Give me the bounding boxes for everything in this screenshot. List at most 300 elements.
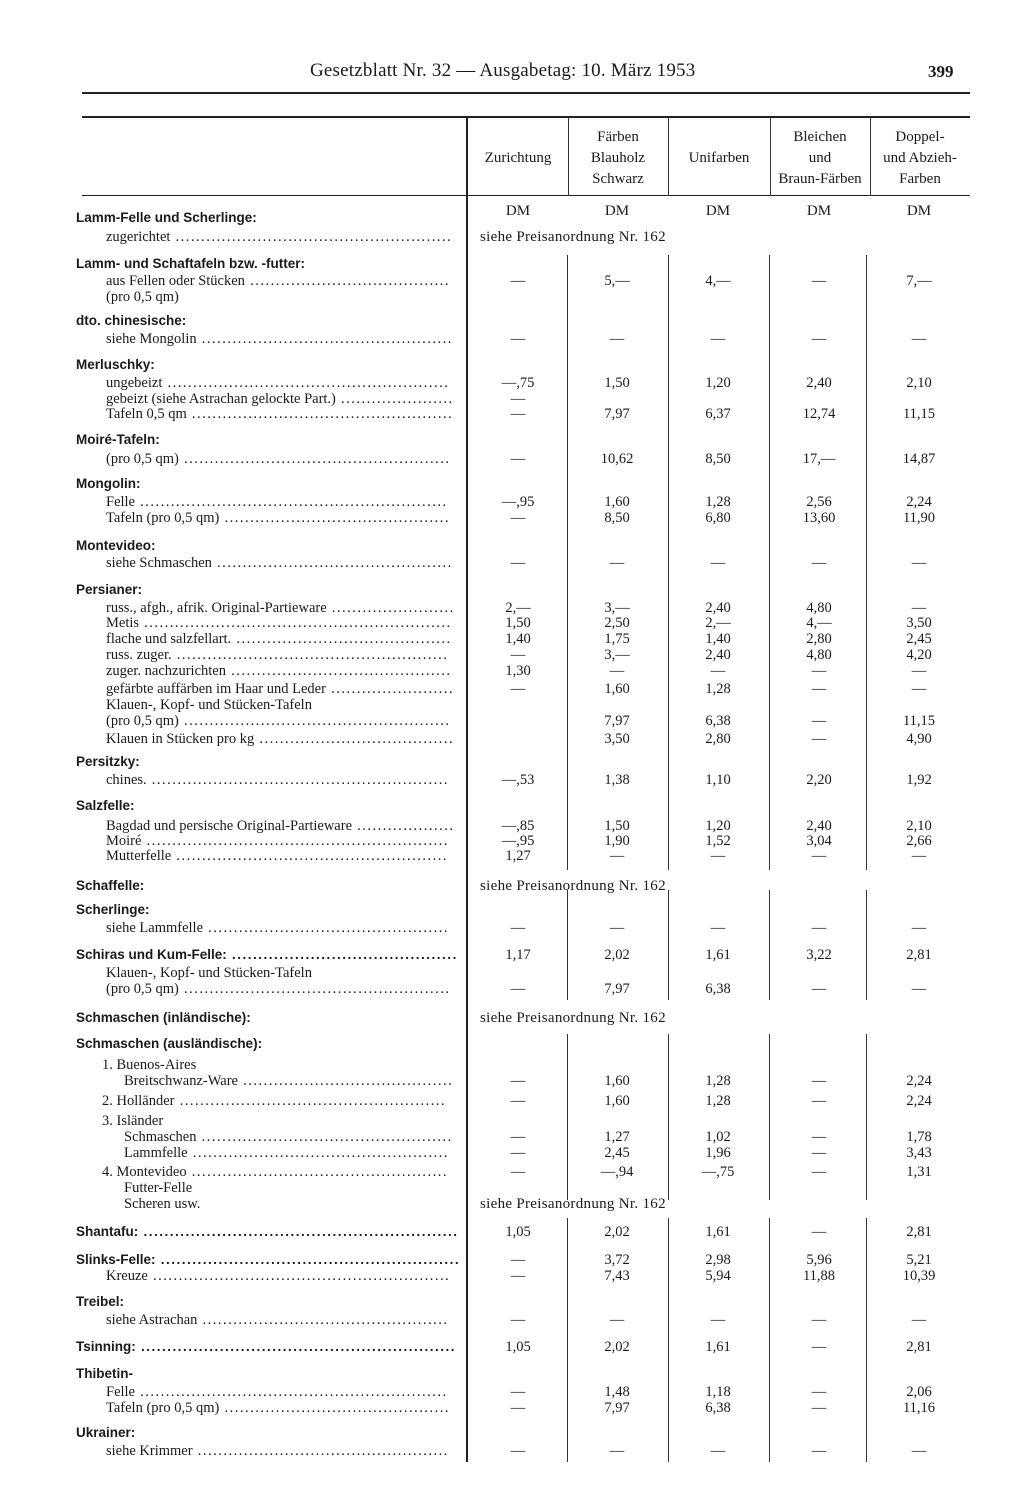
price-cell: 1,52 xyxy=(705,833,731,849)
column-header-line: Färben xyxy=(597,128,639,145)
price-cell: — xyxy=(811,1384,827,1400)
price-cell: 3,43 xyxy=(906,1145,932,1161)
price-cell: 2,45 xyxy=(604,1145,630,1161)
price-cell: 1,17 xyxy=(505,947,531,963)
label-text: zuger. nachzurichten xyxy=(106,663,226,679)
section-heading xyxy=(76,947,458,963)
label-text: Tafeln 0,5 qm xyxy=(106,406,187,422)
price-cell: — xyxy=(710,663,726,679)
item-label xyxy=(124,1129,453,1145)
column-divider xyxy=(668,1034,669,1200)
price-cell: — xyxy=(811,663,827,679)
label-text: Treibel: xyxy=(76,1294,125,1309)
dot-leader: .................................................... xyxy=(174,1093,447,1109)
section-heading xyxy=(76,538,156,554)
column-divider xyxy=(668,255,669,870)
unit-label: DM xyxy=(604,203,630,219)
price-cell: 1,60 xyxy=(604,1073,630,1089)
price-cell: 1,40 xyxy=(705,631,731,647)
label-text: ungebeizt xyxy=(106,375,163,391)
section-heading xyxy=(76,313,186,329)
price-cell: 8,50 xyxy=(604,510,630,526)
section-heading xyxy=(76,1425,135,1441)
section-heading xyxy=(76,476,140,492)
price-cell: 7,97 xyxy=(604,713,630,729)
price-cell: 1,60 xyxy=(604,1093,630,1109)
label-text: Lamm-Felle und Scherlinge: xyxy=(76,210,257,225)
price-cell: — xyxy=(710,1443,726,1459)
dot-leader: ........................................... xyxy=(226,947,458,962)
price-cell: 1,18 xyxy=(705,1384,731,1400)
price-cell: 7,— xyxy=(906,273,932,289)
dot-leader: ............................................................ xyxy=(135,1339,457,1354)
price-cell: —,53 xyxy=(501,772,535,788)
section-heading xyxy=(76,210,257,226)
table-top-rule xyxy=(82,116,970,118)
label-text: 3. Isländer xyxy=(102,1113,164,1129)
column-header-line: Bleichen xyxy=(793,128,847,145)
price-cell: — xyxy=(811,848,827,864)
price-cell: — xyxy=(609,663,625,679)
price-cell: 10,39 xyxy=(902,1268,936,1284)
item-label xyxy=(106,229,452,245)
price-cell: — xyxy=(911,600,927,616)
item-label xyxy=(106,631,452,647)
dot-leader: ................................................. xyxy=(196,331,453,347)
item-label xyxy=(106,848,448,864)
price-cell: 3,72 xyxy=(604,1252,630,1268)
price-cell: 14,87 xyxy=(902,451,936,467)
price-cell: 3,22 xyxy=(806,947,832,963)
price-cell: 1,27 xyxy=(604,1129,630,1145)
price-cell: 5,96 xyxy=(806,1252,832,1268)
price-cell: — xyxy=(811,731,827,747)
item-label xyxy=(106,833,449,849)
page-header xyxy=(0,58,1024,88)
dot-leader: ...................................... xyxy=(254,731,455,747)
item-label xyxy=(102,1057,196,1073)
label-text: Lamm- und Schaftafeln bzw. -futter: xyxy=(76,256,305,271)
price-cell: 2,02 xyxy=(604,1339,630,1355)
price-cell: 1,50 xyxy=(604,818,630,834)
price-cell: — xyxy=(510,1400,526,1416)
price-cell: 2,10 xyxy=(906,375,932,391)
dot-leader: ........................................... xyxy=(225,663,452,679)
label-text: siehe Krimmer xyxy=(106,1443,193,1459)
section-heading xyxy=(76,1036,262,1052)
label-text: Kreuze xyxy=(106,1268,148,1284)
item-label xyxy=(106,1400,450,1416)
price-cell: — xyxy=(811,1164,827,1180)
item-label xyxy=(106,772,449,788)
price-cell: — xyxy=(510,1268,526,1284)
price-cell: 1,40 xyxy=(505,631,531,647)
label-text: Ukrainer: xyxy=(76,1425,136,1440)
item-label xyxy=(106,818,455,834)
dot-leader: .......................................... xyxy=(231,631,452,647)
price-cell: 2,40 xyxy=(705,600,731,616)
price-cell: — xyxy=(510,555,526,571)
column-divider xyxy=(866,255,867,870)
label-text: Persianer: xyxy=(76,582,143,597)
price-cell: — xyxy=(811,981,827,997)
price-cell: 6,80 xyxy=(705,510,731,526)
header-rule xyxy=(82,92,970,94)
price-cell: — xyxy=(510,273,526,289)
price-cell: — xyxy=(811,1145,827,1161)
label-text: (pro 0,5 qm) xyxy=(106,289,179,305)
item-label xyxy=(106,920,449,936)
price-cell: — xyxy=(510,1073,526,1089)
label-text: 2. Holländer xyxy=(102,1093,175,1109)
item-label xyxy=(106,494,448,510)
label-text: Lammfelle xyxy=(124,1145,188,1161)
label-text: Moiré-Tafeln: xyxy=(76,432,160,447)
price-cell: — xyxy=(510,1443,526,1459)
dot-leader: .................................................. xyxy=(187,1145,449,1161)
header-title: Gesetzblatt Nr. 32 — Ausgabetag: 10. März 1953 xyxy=(310,60,696,81)
dot-leader: ......................................... xyxy=(237,1073,454,1089)
price-cell: 1,10 xyxy=(705,772,731,788)
unit-label: DM xyxy=(906,203,932,219)
unit-label: DM xyxy=(806,203,832,219)
dot-leader: ................... xyxy=(352,818,455,834)
dot-leader: ........................ xyxy=(326,600,455,616)
price-cell: 1,78 xyxy=(906,1129,932,1145)
price-cell: — xyxy=(811,1224,827,1240)
label-text: Merluschky: xyxy=(76,357,155,372)
price-cell: — xyxy=(510,1145,526,1161)
price-cell: 7,97 xyxy=(604,1400,630,1416)
unit-label: DM xyxy=(505,203,531,219)
price-cell: — xyxy=(811,1073,827,1089)
dot-leader: .................................................... xyxy=(178,713,451,729)
dot-leader: .............................................. xyxy=(211,555,453,571)
table-head-rule xyxy=(82,195,970,196)
price-cell: 1,61 xyxy=(705,1339,731,1355)
price-cell: — xyxy=(510,981,526,997)
price-cell: —,85 xyxy=(501,818,535,834)
price-cell: — xyxy=(609,555,625,571)
price-cell: 2,40 xyxy=(705,647,731,663)
price-cell: 1,90 xyxy=(604,833,630,849)
dot-leader: .................................................... xyxy=(178,981,451,997)
column-divider xyxy=(567,255,568,870)
price-cell: 2,— xyxy=(505,600,531,616)
section-heading xyxy=(76,902,150,918)
price-cell: 2,56 xyxy=(806,494,832,510)
price-cell: 5,21 xyxy=(906,1252,932,1268)
price-cell: 1,28 xyxy=(705,1073,731,1089)
price-cell: — xyxy=(911,920,927,936)
price-cell: 7,97 xyxy=(604,981,630,997)
price-cell: 3,04 xyxy=(806,833,832,849)
item-label xyxy=(124,1145,449,1161)
item-label xyxy=(106,289,179,305)
price-cell: 11,88 xyxy=(802,1268,836,1284)
label-text: Felle xyxy=(106,494,135,510)
price-cell: — xyxy=(811,1129,827,1145)
price-cell: 1,05 xyxy=(505,1224,531,1240)
price-cell: 11,15 xyxy=(902,406,936,422)
price-cell: 11,90 xyxy=(902,510,936,526)
price-cell: — xyxy=(911,1443,927,1459)
item-label xyxy=(106,1312,449,1328)
label-text: Tafeln (pro 0,5 qm) xyxy=(106,1400,220,1416)
price-cell: 4,20 xyxy=(906,647,932,663)
price-cell: — xyxy=(510,391,526,407)
price-reference-note: siehe Preisanordnung Nr. 162 xyxy=(480,878,666,894)
price-cell: 2,98 xyxy=(705,1252,731,1268)
price-cell: — xyxy=(811,1093,827,1109)
price-cell: 11,15 xyxy=(902,713,936,729)
price-cell: 2,40 xyxy=(806,375,832,391)
item-label xyxy=(106,510,450,526)
price-cell: 2,02 xyxy=(604,1224,630,1240)
section-heading xyxy=(76,878,144,894)
label-text: Breitschwanz-Ware xyxy=(124,1073,238,1089)
column-divider xyxy=(769,255,770,870)
item-label xyxy=(124,1073,453,1089)
section-heading xyxy=(76,1224,459,1240)
label-column-divider xyxy=(466,117,468,1462)
price-cell: 10,62 xyxy=(600,451,634,467)
price-cell: 2,80 xyxy=(806,631,832,647)
price-cell: 8,50 xyxy=(705,451,731,467)
label-text: (pro 0,5 qm) xyxy=(106,713,179,729)
label-text: Schmaschen (inländische): xyxy=(76,1010,251,1025)
price-cell: — xyxy=(811,1339,827,1355)
dot-leader: .................................................. xyxy=(186,1164,448,1180)
price-cell: —,95 xyxy=(501,494,535,510)
column-divider xyxy=(866,1034,867,1200)
label-text: 1. Buenos-Aires xyxy=(102,1057,197,1073)
dot-leader: ................................................... xyxy=(186,406,454,422)
dot-leader: ...................................................... xyxy=(170,229,453,245)
price-cell: 7,43 xyxy=(604,1268,630,1284)
page-number: 399 xyxy=(928,62,954,81)
column-header xyxy=(870,127,970,190)
price-cell: 1,20 xyxy=(705,375,731,391)
column-divider xyxy=(769,890,770,1000)
dot-leader: ................................................. xyxy=(196,1129,453,1145)
column-divider xyxy=(668,1218,669,1462)
price-cell: 3,— xyxy=(604,647,630,663)
label-text: Montevideo: xyxy=(76,538,156,553)
price-cell: 1,28 xyxy=(705,681,731,697)
price-cell: 3,— xyxy=(604,600,630,616)
price-cell: 6,38 xyxy=(705,981,731,997)
price-cell: — xyxy=(510,920,526,936)
price-cell: 3,50 xyxy=(604,731,630,747)
item-label xyxy=(106,697,312,713)
column-header-line: Farben xyxy=(899,170,941,187)
item-label xyxy=(106,615,452,631)
item-label xyxy=(106,451,451,467)
item-label xyxy=(106,273,450,289)
price-cell: 1,60 xyxy=(604,494,630,510)
price-cell: — xyxy=(811,331,827,347)
column-header xyxy=(770,127,870,190)
dot-leader: ..................................................... xyxy=(171,848,448,864)
price-cell: 2,81 xyxy=(906,947,932,963)
label-text: russ., afgh., afrik. Original-Partieware xyxy=(106,600,327,616)
price-cell: — xyxy=(510,681,526,697)
price-cell: 1,30 xyxy=(505,663,531,679)
label-text: Klauen in Stücken pro kg xyxy=(106,731,255,747)
label-text: Scherlinge: xyxy=(76,902,150,917)
column-header-line: Zurichtung xyxy=(484,149,552,166)
price-cell: 2,20 xyxy=(806,772,832,788)
column-header-line: Braun-Färben xyxy=(778,170,862,187)
unit-label: DM xyxy=(705,203,731,219)
price-reference-note: siehe Preisanordnung Nr. 162 xyxy=(480,1010,666,1026)
price-cell: 4,80 xyxy=(806,647,832,663)
price-cell: 2,45 xyxy=(906,631,932,647)
price-reference-note: siehe Preisanordnung Nr. 162 xyxy=(480,229,666,245)
price-cell: — xyxy=(510,1252,526,1268)
label-text: gefärbte auffärben im Haar und Leder xyxy=(106,681,326,697)
price-cell: — xyxy=(609,1312,625,1328)
section-heading xyxy=(76,798,135,814)
price-cell: — xyxy=(811,555,827,571)
price-cell: 7,97 xyxy=(604,406,630,422)
price-cell: — xyxy=(510,1093,526,1109)
price-cell: 4,90 xyxy=(906,731,932,747)
item-label xyxy=(106,1443,449,1459)
label-text: (pro 0,5 qm) xyxy=(106,981,179,997)
label-text: siehe Lammfelle xyxy=(106,920,204,936)
label-text: flache und salzfellart. xyxy=(106,631,232,647)
item-label xyxy=(106,713,451,729)
section-heading xyxy=(76,754,140,770)
column-header xyxy=(668,148,770,169)
price-cell: — xyxy=(911,981,927,997)
column-divider xyxy=(866,1218,867,1462)
price-cell: 6,38 xyxy=(705,1400,731,1416)
label-text: (pro 0,5 qm) xyxy=(106,451,179,467)
column-header-line: und xyxy=(808,149,832,166)
price-cell: 4,— xyxy=(705,273,731,289)
section-heading xyxy=(76,256,305,272)
price-cell: 1,92 xyxy=(906,772,932,788)
dot-leader: ......................................................... xyxy=(155,1252,461,1267)
price-cell: — xyxy=(510,451,526,467)
column-divider xyxy=(567,1034,568,1200)
price-cell: —,75 xyxy=(501,375,535,391)
price-cell: — xyxy=(710,920,726,936)
dot-leader: ............................................................ xyxy=(139,615,452,631)
price-cell: — xyxy=(510,1384,526,1400)
section-heading xyxy=(76,1252,460,1268)
column-divider xyxy=(668,890,669,1000)
item-label xyxy=(106,663,451,679)
item-label xyxy=(124,1196,200,1212)
item-label xyxy=(106,681,454,697)
price-cell: 2,81 xyxy=(906,1339,932,1355)
item-label xyxy=(106,647,448,663)
price-cell: — xyxy=(811,713,827,729)
item-label xyxy=(102,1093,446,1109)
price-cell: 2,80 xyxy=(705,731,731,747)
price-cell: 2,24 xyxy=(906,1093,932,1109)
label-text: Tsinning: xyxy=(76,1339,136,1354)
price-cell: 1,50 xyxy=(604,375,630,391)
price-cell: — xyxy=(609,331,625,347)
dot-leader: ............................................ xyxy=(219,510,450,526)
item-label xyxy=(106,965,312,981)
price-cell: 2,24 xyxy=(906,494,932,510)
label-text: Salzfelle: xyxy=(76,798,135,813)
price-cell: 1,05 xyxy=(505,1339,531,1355)
price-cell: 5,— xyxy=(604,273,630,289)
column-divider xyxy=(769,1034,770,1200)
price-cell: 1,50 xyxy=(505,615,531,631)
price-cell: — xyxy=(911,681,927,697)
price-cell: 1,02 xyxy=(705,1129,731,1145)
price-cell: 1,28 xyxy=(705,494,731,510)
price-cell: — xyxy=(710,1312,726,1328)
label-text: Moiré xyxy=(106,833,142,849)
label-text: Mongolin: xyxy=(76,476,141,491)
label-text: Felle xyxy=(106,1384,135,1400)
price-cell: — xyxy=(911,331,927,347)
label-text: Slinks-Felle: xyxy=(76,1252,156,1267)
label-text: zugerichtet xyxy=(106,229,171,245)
dot-leader: ............................................................ xyxy=(138,1224,459,1239)
price-cell: — xyxy=(811,1400,827,1416)
price-cell: 12,74 xyxy=(802,406,836,422)
dot-leader: .................................................... xyxy=(178,451,451,467)
price-cell: 1,61 xyxy=(705,1224,731,1240)
price-cell: — xyxy=(811,920,827,936)
price-cell: 6,38 xyxy=(705,713,731,729)
price-cell: —,95 xyxy=(501,833,535,849)
price-cell: 4,80 xyxy=(806,600,832,616)
price-cell: — xyxy=(911,1312,927,1328)
column-header xyxy=(468,148,568,169)
item-label xyxy=(106,375,449,391)
price-cell: — xyxy=(811,273,827,289)
price-cell: 1,28 xyxy=(705,1093,731,1109)
column-divider xyxy=(866,890,867,1000)
price-cell: 2,02 xyxy=(604,947,630,963)
price-cell: —,94 xyxy=(600,1164,634,1180)
price-cell: 13,60 xyxy=(802,510,836,526)
price-cell: — xyxy=(811,1312,827,1328)
price-cell: 1,38 xyxy=(604,772,630,788)
price-cell: 1,20 xyxy=(705,818,731,834)
label-text: Futter-Felle xyxy=(124,1180,193,1196)
price-cell: 1,27 xyxy=(505,848,531,864)
label-text: siehe Schmaschen xyxy=(106,555,212,571)
item-label xyxy=(124,1180,192,1196)
dot-leader: ............................................ xyxy=(219,1400,450,1416)
column-header-line: Doppel- xyxy=(895,128,945,145)
price-cell: 1,75 xyxy=(604,631,630,647)
item-label xyxy=(106,406,453,422)
price-cell: — xyxy=(510,510,526,526)
price-cell: — xyxy=(609,848,625,864)
dot-leader: ........................ xyxy=(325,681,455,697)
price-cell: 5,94 xyxy=(705,1268,731,1284)
label-text: Shantafu: xyxy=(76,1224,139,1239)
price-cell: 17,— xyxy=(802,451,836,467)
price-cell: — xyxy=(510,1129,526,1145)
price-cell: — xyxy=(811,1443,827,1459)
label-text: aus Fellen oder Stücken xyxy=(106,273,245,289)
item-label xyxy=(106,555,453,571)
